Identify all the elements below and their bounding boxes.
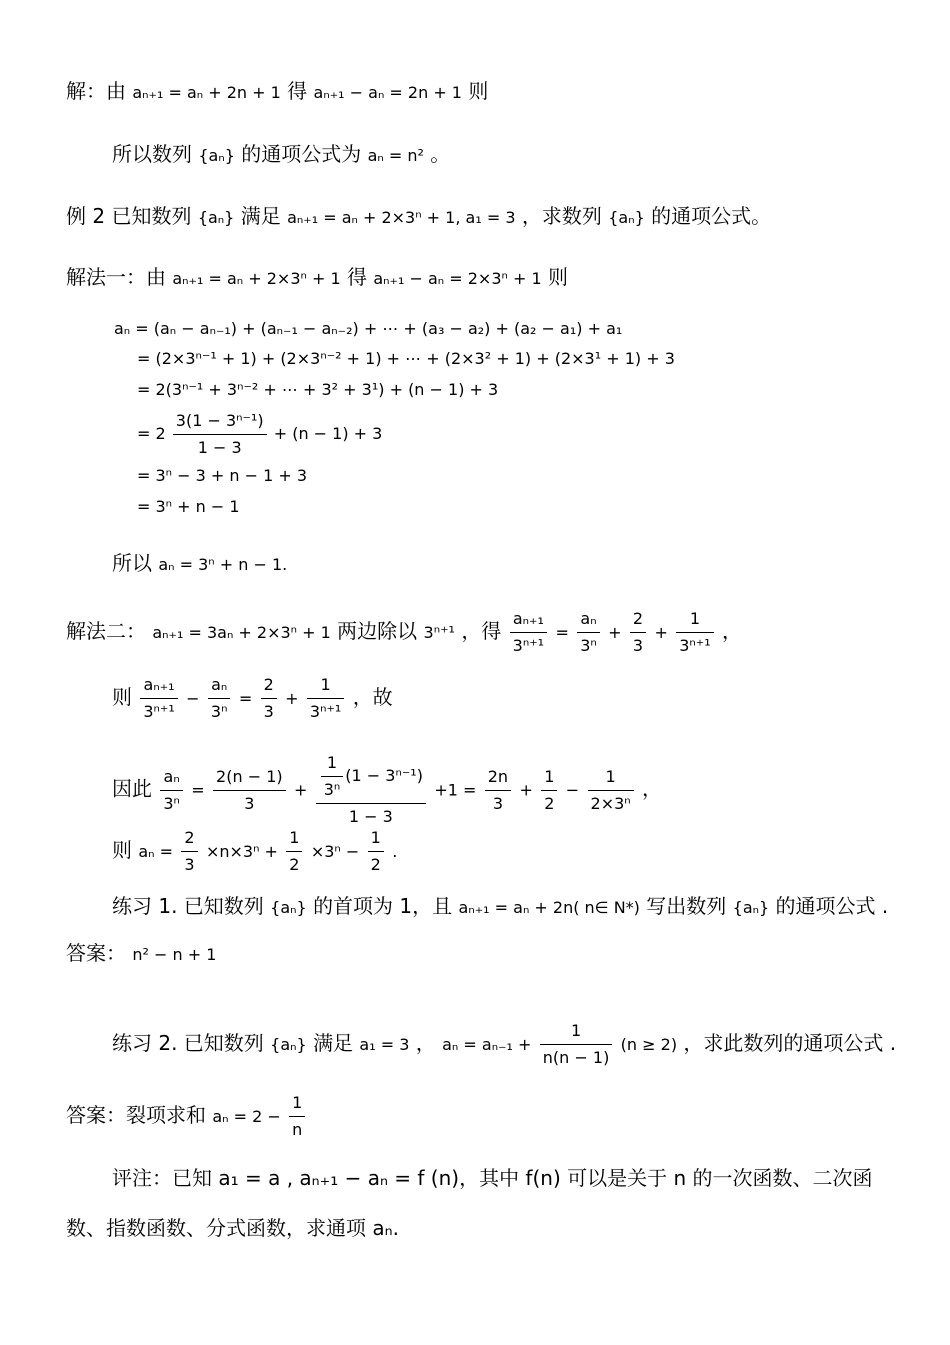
ze2-line	[112, 825, 397, 878]
answer2-frac	[289, 1090, 305, 1143]
yinci-frac5-num: 1	[541, 764, 557, 791]
method2-frac1-den: 3ⁿ⁺¹	[512, 636, 545, 655]
ze1-tail: ，故	[352, 685, 393, 709]
ze1-frac2	[208, 672, 231, 725]
ze1-frac4-den: 3ⁿ⁺¹	[309, 702, 342, 721]
practice2-recurrence-den: n(n − 1)	[542, 1048, 610, 1067]
method2-frac2	[577, 606, 600, 659]
yinci-frac6	[588, 764, 634, 817]
ze1-frac2-num: aₙ	[208, 672, 231, 699]
practice1-text4: 的通项公式 .	[775, 894, 889, 918]
conclusion2-formula: aₙ = 3ⁿ + n − 1.	[158, 555, 288, 574]
yinci-end: ，	[642, 776, 663, 801]
example2-text4: 的通项公式。	[651, 204, 772, 228]
yinci-line	[112, 750, 662, 830]
practice2-seq: {aₙ}	[270, 1035, 307, 1054]
solution1-eq1: aₙ₊₁ = aₙ + 2n + 1	[132, 83, 281, 102]
ze2-frac2-den: 2	[289, 855, 300, 874]
ze2-frac3-den: 2	[370, 855, 381, 874]
practice1-text1: 练习 1. 已知数列	[112, 894, 264, 918]
practice2-recurrence-post: (n ≥ 2)	[620, 1035, 678, 1054]
yinci-frac4	[485, 764, 511, 817]
yinci-frac4-num: 2n	[485, 764, 511, 791]
yinci-plus: +	[293, 780, 308, 800]
yinci-frac2-num: 2(n − 1)	[213, 764, 286, 791]
ze2-frac2	[286, 825, 302, 878]
ze2-frac1-num: 2	[181, 825, 197, 852]
method2-plus1: +	[608, 623, 622, 642]
derivation-line-4-pre: = 2	[137, 424, 166, 443]
answer2-label: 答案：裂项求和	[66, 1103, 206, 1127]
ze2-frac2-num: 1	[286, 825, 302, 852]
yinci-frac6-num: 1	[588, 764, 634, 791]
example2-seq2: {aₙ}	[608, 208, 645, 227]
yinci-equals: =	[191, 780, 205, 800]
ze1-frac3	[261, 672, 277, 725]
example2-text2: 满足	[240, 204, 281, 228]
practice2-line	[112, 1018, 896, 1071]
comment-line-1: 评注：已知 a₁ = a , aₙ₊₁ − aₙ = f (n)，其中 f(n) 可以是关于 n 的一次函数、二次函	[112, 1166, 873, 1190]
method2-end: ，	[722, 619, 742, 643]
method1-mid: 得	[347, 265, 367, 289]
practice1-seq2: {aₙ}	[732, 898, 770, 917]
yinci-frac1	[160, 764, 183, 817]
method2-plus2: +	[654, 623, 668, 642]
method1-eq1: aₙ₊₁ = aₙ + 2×3ⁿ + 1	[172, 269, 341, 288]
conclusion1-text1: 所以数列	[112, 142, 192, 166]
yinci-frac2-den: 3	[244, 793, 255, 813]
answer1-label: 答案：	[66, 941, 126, 965]
ze2-frac1	[181, 825, 197, 878]
practice1-text2: 的首项为 1，且	[313, 894, 453, 918]
method2-frac3	[630, 606, 646, 659]
solution1-label: 解：由	[66, 79, 126, 103]
method1-line	[66, 264, 568, 292]
method2-frac1	[510, 606, 547, 659]
conclusion1-formula: aₙ = n²	[367, 146, 424, 165]
practice1-seq: {aₙ}	[270, 898, 307, 917]
method2-frac4-num: 1	[676, 606, 713, 633]
method2-frac2-num: aₙ	[577, 606, 600, 633]
solution1-tail: 则	[468, 79, 489, 103]
yinci-frac3-num	[316, 750, 426, 804]
practice1-condition: aₙ₊₁ = aₙ + 2n( n∈ N*)	[458, 898, 640, 917]
answer2-frac-den: n	[292, 1120, 303, 1139]
method2-line	[66, 606, 742, 659]
method1-eq2: aₙ₊₁ − aₙ = 2×3ⁿ + 1	[373, 269, 542, 288]
yinci-frac3-inner-den: 3ⁿ	[323, 780, 341, 799]
yinci-frac3-inner-num: 1	[321, 750, 344, 777]
practice2-condition: a₁ = 3	[359, 1035, 410, 1054]
yinci-frac5	[541, 764, 557, 817]
example2-text1: 例 2 已知数列	[66, 204, 192, 228]
practice2-recurrence-pre: aₙ = aₙ₋₁ +	[442, 1035, 532, 1054]
ze1-label: 则	[112, 685, 132, 709]
method2-divisor: 3ⁿ⁺¹	[423, 623, 455, 642]
yinci-frac5-den: 2	[544, 793, 555, 813]
derivation-line-4	[137, 408, 382, 461]
yinci-frac3	[316, 750, 426, 830]
ze2-pre: aₙ =	[138, 842, 174, 861]
answer2-line	[66, 1090, 307, 1143]
answer2-frac-num: 1	[289, 1090, 305, 1117]
practice2-text3: ，求此数列的通项公式 .	[683, 1031, 897, 1055]
ze1-equals: =	[238, 689, 253, 708]
method2-text1: 两边除以	[337, 619, 418, 643]
practice1-text3: 写出数列	[646, 894, 727, 918]
conclusion2-line	[112, 550, 287, 578]
ze1-minus: −	[186, 689, 200, 708]
practice2-recurrence-frac	[540, 1018, 613, 1071]
yinci-label: 因此	[112, 776, 152, 801]
ze2-frac3-num: 1	[368, 825, 384, 852]
method2-frac3-den: 3	[632, 636, 644, 655]
yinci-frac4-den: 3	[492, 793, 503, 813]
derivation-fraction-den: 1 − 3	[197, 438, 242, 457]
ze1-plus: +	[285, 689, 299, 708]
yinci-minus: −	[565, 780, 580, 800]
example2-condition: aₙ₊₁ = aₙ + 2×3ⁿ + 1, a₁ = 3	[287, 208, 516, 227]
answer2-pre: aₙ = 2 −	[212, 1107, 281, 1126]
practice2-recurrence-num: 1	[540, 1018, 613, 1045]
example2-text3: ，求数列	[521, 204, 602, 228]
ze2-mid: ×n×3ⁿ +	[205, 842, 278, 861]
ze2-mid2: ×3ⁿ −	[310, 842, 360, 861]
method2-frac1-num: aₙ₊₁	[510, 606, 547, 633]
yinci-plus3: +	[519, 780, 533, 800]
method2-eq: aₙ₊₁ = 3aₙ + 2×3ⁿ + 1	[152, 623, 331, 642]
conclusion1-line	[112, 141, 450, 169]
ze1-frac2-den: 3ⁿ	[210, 702, 228, 721]
method2-text2: ，得	[461, 619, 502, 643]
practice2-text2: 满足	[313, 1031, 354, 1055]
conclusion1-seq: {aₙ}	[198, 146, 235, 165]
ze1-line	[112, 672, 393, 725]
ze1-frac4-num: 1	[307, 672, 344, 699]
derivation-line-3: = 2(3ⁿ⁻¹ + 3ⁿ⁻² + ⋯ + 3² + 3¹) + (n − 1) + 3	[137, 380, 499, 399]
derivation-fraction-num: 3(1 − 3ⁿ⁻¹)	[173, 408, 267, 435]
method2-equals: =	[555, 623, 569, 642]
solution1-line	[66, 78, 488, 106]
solution1-mid: 得	[287, 79, 308, 103]
answer1-formula: n² − n + 1	[132, 945, 217, 964]
derivation-fraction	[173, 408, 267, 461]
method2-frac4	[676, 606, 713, 659]
conclusion1-text2: 的通项公式为	[241, 142, 362, 166]
ze1-frac3-den: 3	[263, 702, 274, 721]
solution1-eq2: aₙ₊₁ − aₙ = 2n + 1	[313, 83, 462, 102]
derivation-line-1: aₙ = (aₙ − aₙ₋₁) + (aₙ₋₁ − aₙ₋₂) + ⋯ + (a₃ − a₂) + (a₂ − a₁) + a₁	[114, 319, 623, 338]
example2-seq: {aₙ}	[197, 208, 235, 227]
practice1-line	[112, 893, 888, 921]
yinci-frac3-inner	[321, 750, 344, 803]
practice2-comma: ，	[415, 1031, 436, 1055]
conclusion1-end: 。	[430, 142, 451, 166]
ze1-frac4	[307, 672, 344, 725]
derivation-line-5: = 3ⁿ − 3 + n − 1 + 3	[137, 466, 308, 485]
yinci-plus-one-equals: +1 =	[434, 780, 477, 800]
answer1-line	[66, 940, 216, 968]
yinci-frac3-factor: (1 − 3ⁿ⁻¹)	[345, 766, 423, 785]
conclusion2-text: 所以	[112, 551, 152, 575]
method2-frac3-num: 2	[630, 606, 646, 633]
derivation-line-4-post: + (n − 1) + 3	[273, 424, 383, 443]
comment-line-2: 数、指数函数、分式函数，求通项 aₙ.	[66, 1216, 399, 1240]
ze2-frac1-den: 3	[184, 855, 195, 874]
ze2-label: 则	[112, 838, 132, 862]
example2-line	[66, 203, 771, 231]
method1-label: 解法一：由	[66, 265, 166, 289]
ze2-frac3	[368, 825, 384, 878]
derivation-line-6: = 3ⁿ + n − 1	[137, 497, 240, 516]
ze1-frac1-den: 3ⁿ⁺¹	[143, 702, 175, 721]
ze1-frac1-num: aₙ₊₁	[140, 672, 177, 699]
yinci-frac1-den: 3ⁿ	[163, 793, 180, 813]
ze1-frac3-num: 2	[261, 672, 277, 699]
method2-label: 解法二：	[66, 619, 146, 643]
method2-frac2-den: 3ⁿ	[580, 636, 597, 655]
derivation-line-2: = (2×3ⁿ⁻¹ + 1) + (2×3ⁿ⁻² + 1) + ⋯ + (2×3² + 1) + (2×3¹ + 1) + 3	[137, 349, 675, 368]
yinci-frac3-den: 1 − 3	[348, 807, 393, 826]
yinci-frac6-den: 2×3ⁿ	[590, 793, 631, 813]
method1-tail: 则	[548, 265, 568, 289]
ze2-end: .	[392, 842, 398, 861]
practice2-text1: 练习 2. 已知数列	[112, 1031, 264, 1055]
method2-frac4-den: 3ⁿ⁺¹	[679, 636, 711, 655]
yinci-frac2	[213, 764, 286, 817]
yinci-frac1-num: aₙ	[160, 764, 183, 791]
ze1-frac1	[140, 672, 177, 725]
